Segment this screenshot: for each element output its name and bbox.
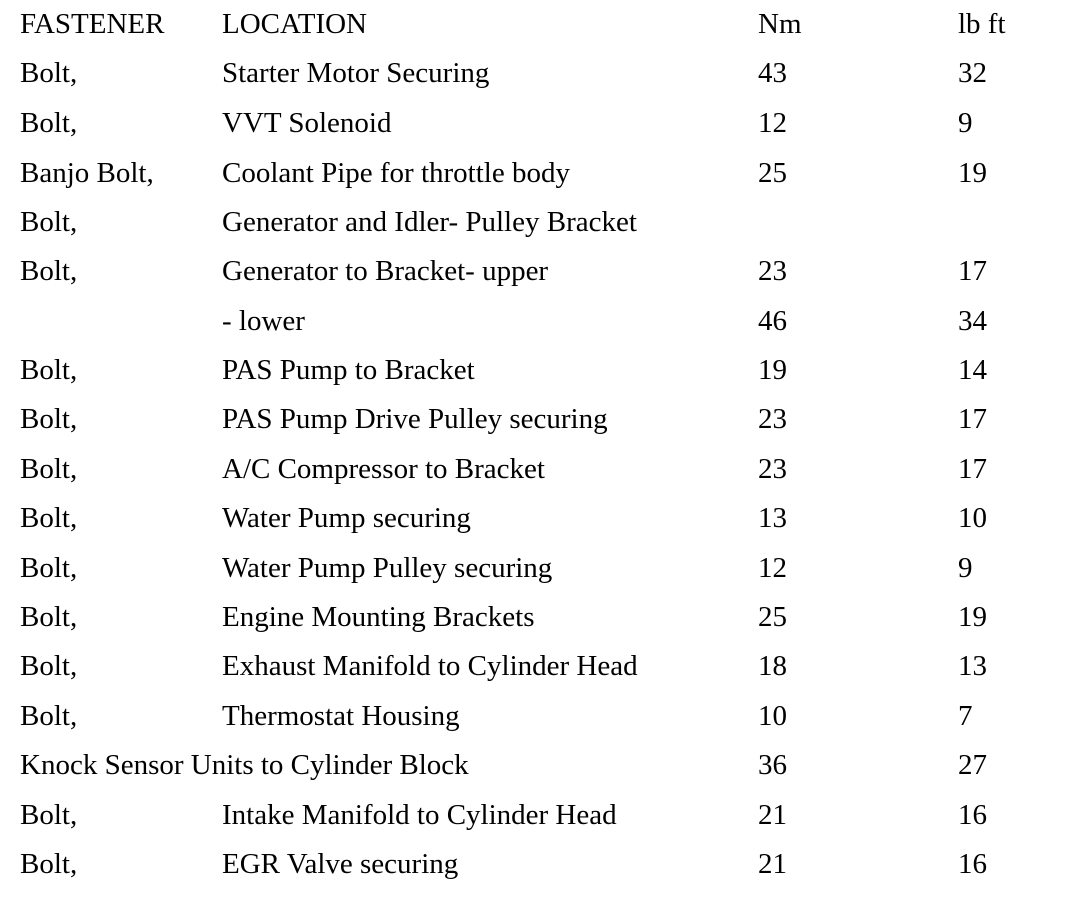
cell-lbft: 16 bbox=[958, 848, 987, 880]
cell-fastener: Bolt, bbox=[20, 354, 78, 386]
cell-fastener: Bolt, bbox=[20, 848, 78, 880]
cell-lbft: 17 bbox=[958, 255, 987, 287]
cell-fastener: Bolt, bbox=[20, 601, 78, 633]
cell-location: Water Pump securing bbox=[222, 502, 471, 534]
cell-nm: 18 bbox=[758, 650, 787, 682]
cell-nm: 12 bbox=[758, 552, 787, 584]
cell-location: Generator and Idler- Pulley Bracket bbox=[222, 206, 637, 238]
table-row bbox=[0, 251, 1072, 291]
table-row bbox=[0, 597, 1072, 637]
cell-location: - lower bbox=[222, 305, 305, 337]
cell-nm: 23 bbox=[758, 453, 787, 485]
cell-lbft: 16 bbox=[958, 799, 987, 831]
cell-fastener: Bolt, bbox=[20, 700, 78, 732]
cell-fastener: Bolt, bbox=[20, 552, 78, 584]
cell-fastener: Bolt, bbox=[20, 799, 78, 831]
cell-location: VVT Solenoid bbox=[222, 107, 392, 139]
table-row bbox=[0, 153, 1072, 193]
cell-lbft: 9 bbox=[958, 552, 973, 584]
cell-fastener: Bolt, bbox=[20, 107, 78, 139]
cell-lbft: 19 bbox=[958, 601, 987, 633]
cell-location: Water Pump Pulley securing bbox=[222, 552, 553, 584]
cell-fastener: Bolt, bbox=[20, 502, 78, 534]
cell-location: EGR Valve securing bbox=[222, 848, 459, 880]
header-location: LOCATION bbox=[222, 8, 367, 40]
cell-location: Coolant Pipe for throttle body bbox=[222, 157, 570, 189]
table-row bbox=[0, 646, 1072, 686]
cell-location: PAS Pump Drive Pulley securing bbox=[222, 403, 608, 435]
cell-location: PAS Pump to Bracket bbox=[222, 354, 475, 386]
header-nm: Nm bbox=[758, 8, 802, 40]
cell-nm: 13 bbox=[758, 502, 787, 534]
cell-lbft: 17 bbox=[958, 403, 987, 435]
cell-fastener: Bolt, bbox=[20, 453, 78, 485]
cell-location: Engine Mounting Brackets bbox=[222, 601, 535, 633]
cell-location: A/C Compressor to Bracket bbox=[222, 453, 545, 485]
cell-lbft: 17 bbox=[958, 453, 987, 485]
table-row bbox=[0, 696, 1072, 736]
cell-location: Starter Motor Securing bbox=[222, 57, 490, 89]
table-row bbox=[0, 548, 1072, 588]
table-row bbox=[0, 301, 1072, 341]
table-row bbox=[0, 498, 1072, 538]
cell-nm: 12 bbox=[758, 107, 787, 139]
cell-location: Intake Manifold to Cylinder Head bbox=[222, 799, 617, 831]
cell-lbft: 34 bbox=[958, 305, 987, 337]
table-row bbox=[0, 844, 1072, 884]
cell-location: Generator to Bracket- upper bbox=[222, 255, 549, 287]
header-lbft: lb ft bbox=[958, 8, 1006, 40]
header-fastener: FASTENER bbox=[20, 8, 165, 40]
cell-nm: 46 bbox=[758, 305, 787, 337]
cell-nm: 23 bbox=[758, 255, 787, 287]
table-row bbox=[0, 745, 1072, 785]
cell-lbft: 13 bbox=[958, 650, 987, 682]
cell-lbft: 9 bbox=[958, 107, 973, 139]
table-row bbox=[0, 103, 1072, 143]
cell-lbft: 19 bbox=[958, 157, 987, 189]
cell-lbft: 14 bbox=[958, 354, 987, 386]
cell-nm: 21 bbox=[758, 799, 787, 831]
table-row bbox=[0, 350, 1072, 390]
table-row bbox=[0, 795, 1072, 835]
cell-location: Exhaust Manifold to Cylinder Head bbox=[222, 650, 638, 682]
cell-lbft: 7 bbox=[958, 700, 973, 732]
cell-fastener: Bolt, bbox=[20, 206, 78, 238]
cell-nm: 23 bbox=[758, 403, 787, 435]
cell-fastener: Bolt, bbox=[20, 255, 78, 287]
cell-fastener: Bolt, bbox=[20, 650, 78, 682]
table-row bbox=[0, 449, 1072, 489]
cell-lbft: 32 bbox=[958, 57, 987, 89]
table-header-row bbox=[0, 4, 1072, 44]
cell-nm: 25 bbox=[758, 157, 787, 189]
table-row bbox=[0, 202, 1072, 242]
cell-nm: 25 bbox=[758, 601, 787, 633]
cell-lbft: 27 bbox=[958, 749, 987, 781]
table-row bbox=[0, 399, 1072, 439]
cell-fastener: Bolt, bbox=[20, 403, 78, 435]
cell-fastener: Banjo Bolt, bbox=[20, 157, 154, 189]
table-row bbox=[0, 53, 1072, 93]
cell-fastener: Bolt, bbox=[20, 57, 78, 89]
cell-nm: 43 bbox=[758, 57, 787, 89]
cell-nm: 36 bbox=[758, 749, 787, 781]
cell-lbft: 10 bbox=[958, 502, 987, 534]
cell-nm: 10 bbox=[758, 700, 787, 732]
cell-fastener: Knock Sensor Units to Cylinder Block bbox=[20, 749, 469, 781]
cell-location: Thermostat Housing bbox=[222, 700, 460, 732]
cell-nm: 19 bbox=[758, 354, 787, 386]
cell-nm: 21 bbox=[758, 848, 787, 880]
